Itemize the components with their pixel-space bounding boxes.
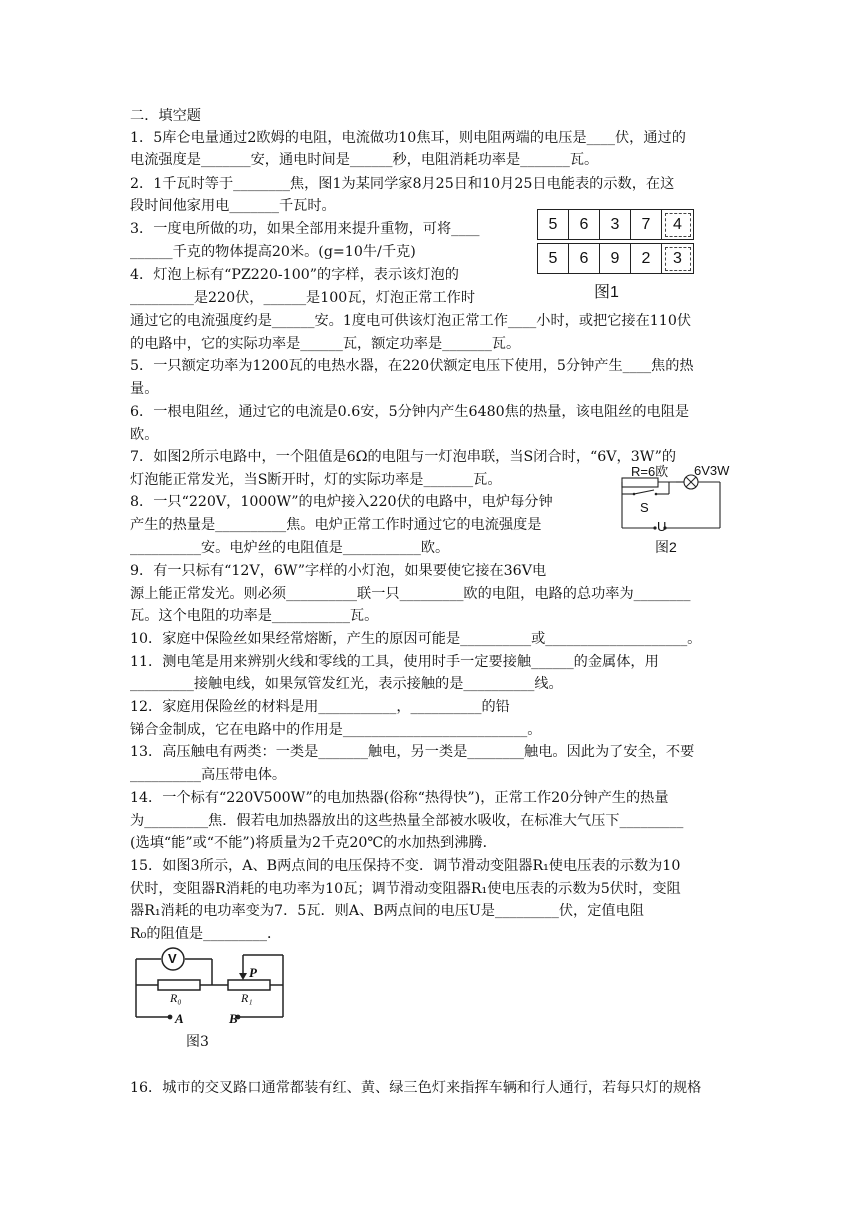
- meter-digit: 7: [631, 210, 662, 239]
- meter-digit: 6: [569, 210, 600, 239]
- text-line: 伏时，变阻器R消耗的电功率为10瓦；调节滑动变阻器R₁使电压表的示数为5伏时，变阻: [130, 881, 681, 897]
- meter-digit: 5: [538, 210, 569, 239]
- r0-resistor-symbol: [158, 980, 200, 990]
- text-line: 12．家庭用保险丝的材料是用___________，__________的铅: [130, 699, 510, 715]
- text-line: __________安。电炉丝的电阻值是___________欧。: [130, 540, 450, 556]
- text-line: 4．灯泡上标有“PZ220-100”的字样，表示该灯泡的: [130, 267, 459, 283]
- text-line: 10．家庭中保险丝如果经常熔断，产生的原因可能是__________或____________________。: [130, 631, 702, 647]
- text-line: 11．测电笔是用来辨别火线和零线的工具，使用时手一定要接触______的金属体，用: [130, 654, 659, 670]
- figure3-slider-label: P: [249, 965, 257, 980]
- figure1-caption: 图1: [594, 284, 619, 301]
- meter-reading-october: [537, 243, 694, 274]
- text-line: 源上能正常发光。则必须__________联一只_________欧的电阻，电路的总功率为________: [130, 586, 691, 602]
- text-line: (选填“能”或“不能”)将质量为2千克20℃的水加热到沸腾．: [130, 835, 497, 851]
- text-line: 的电路中，它的实际功率是______瓦，额定功率是_______瓦。: [130, 336, 521, 352]
- text-line: 段时间他家用电_______千瓦时。: [130, 198, 336, 214]
- figure2-caption: 图2: [655, 539, 677, 555]
- text-line: 2．1千瓦时等于________焦，图1为某同学家8月25日和10月25日电能表的示数，在这: [130, 176, 675, 192]
- text-line: 瓦。这个电阻的功率是___________瓦。: [130, 608, 379, 624]
- meter-digit: 2: [631, 244, 662, 273]
- text-line: 8．一只“220V，1000W”的电炉接入220伏的电路中，电炉每分钟: [130, 494, 553, 510]
- figure3-circuit-diagram: [128, 947, 290, 1027]
- figure3-r0-label: R₀: [170, 991, 182, 1005]
- text-line: 量。: [130, 381, 159, 397]
- text-line: 15．如图3所示，A、B两点间的电压保持不变．调节滑动变阻器R₁使电压表的示数为10: [130, 858, 681, 874]
- text-line: 14．一个标有“220V500W”的电加热器(俗称“热得快”)，正常工作20分钟产生的热量: [130, 790, 669, 806]
- figure3-r1-label: R₁: [241, 991, 253, 1005]
- figure2-source-label: U: [657, 519, 667, 534]
- text-line: R₀的阻值是_________．: [130, 926, 282, 942]
- meter-digit: 9: [600, 244, 631, 273]
- text-line: _________是220伏，______是100瓦，灯泡正常工作时: [130, 290, 476, 306]
- text-line: 6．一根电阻丝，通过它的电流是0.6安，5分钟内产生6480焦的热量，该电阻丝的电阻是: [130, 404, 690, 420]
- text-line: 1．5库仑电量通过2欧姆的电阻，电流做功10焦耳，则电阻两端的电压是____伏，通过的: [130, 130, 686, 146]
- text-line: 5．一只额定功率为1200瓦的电热水器，在220伏额定电压下使用，5分钟产生____焦的热: [130, 358, 694, 374]
- text-line: 产生的热量是__________焦。电炉正常工作时通过它的电流强度是: [130, 517, 542, 533]
- figure2-lamp-label: 6V3W: [694, 463, 730, 478]
- meter-digit: 3: [600, 210, 631, 239]
- figure3-b-label: B: [229, 1011, 238, 1026]
- text-line: 器R₁消耗的电功率变为7．5瓦．则A、B两点间的电压U是_________伏，定值电阻: [130, 903, 644, 919]
- text-line: 3．一度电所做的功，如果全部用来提升重物，可将____: [130, 221, 480, 237]
- figure2-resistor-label: R=6欧: [631, 464, 669, 479]
- figure3-meter-label: V: [168, 951, 177, 966]
- text-line: 灯泡能正常发光，当S断开时，灯的实际功率是_______瓦。: [130, 472, 502, 488]
- text-line: 通过它的电流强度约是______安。1度电可供该灯泡正常工作____小时，或把它接在110伏: [130, 313, 692, 329]
- text-line: _________接触电线，如果氖管发红光，表示接触的是__________线。: [130, 676, 563, 692]
- meter-digit: 3: [665, 247, 691, 271]
- meter-digit: 5: [538, 244, 569, 273]
- text-line: 锑合金制成，它在电路中的作用是__________________________。: [130, 722, 542, 738]
- text-line: 16．城市的交叉路口通常都装有红、黄、绿三色灯来指挥车辆和行人通行，若每只灯的规格: [130, 1080, 702, 1096]
- text-line: ______千克的物体提高20米。(g=10牛/千克): [130, 244, 416, 260]
- text-line: 电流强度是_______安，通电时间是______秒，电阻消耗功率是_______瓦。: [130, 152, 599, 168]
- figure2-switch-label: S: [640, 500, 649, 515]
- text-line: 7．如图2所示电路中，一个阻值是6Ω的电阻与一灯泡串联，当S闭合时，“6V，3W”的: [130, 449, 677, 465]
- meter-reading-august: [537, 209, 694, 240]
- figure3-a-label: A: [175, 1011, 184, 1026]
- section-title: 二．填空题: [130, 108, 201, 124]
- meter-decimal-digit: [662, 210, 693, 239]
- meter-digit: 4: [665, 213, 691, 237]
- meter-digit: 6: [569, 244, 600, 273]
- text-line: __________高压带电体。: [130, 767, 287, 783]
- figure3-caption: 图3: [186, 1034, 209, 1050]
- text-line: 13．高压触电有两类：一类是_______触电，另一类是________触电。因此为了安全，不要: [130, 744, 695, 760]
- text-line: 为_________焦．假若电加热器放出的这些热量全部被水吸收，在标准大气压下_________: [130, 813, 684, 829]
- text-line: 欧。: [130, 427, 159, 443]
- r1-rheostat-symbol: [228, 980, 270, 990]
- meter-decimal-digit: [662, 244, 693, 273]
- text-line: 9．有一只标有“12V，6W”字样的小灯泡，如果要使它接在36V电: [130, 563, 547, 579]
- switch-symbol: [634, 490, 654, 494]
